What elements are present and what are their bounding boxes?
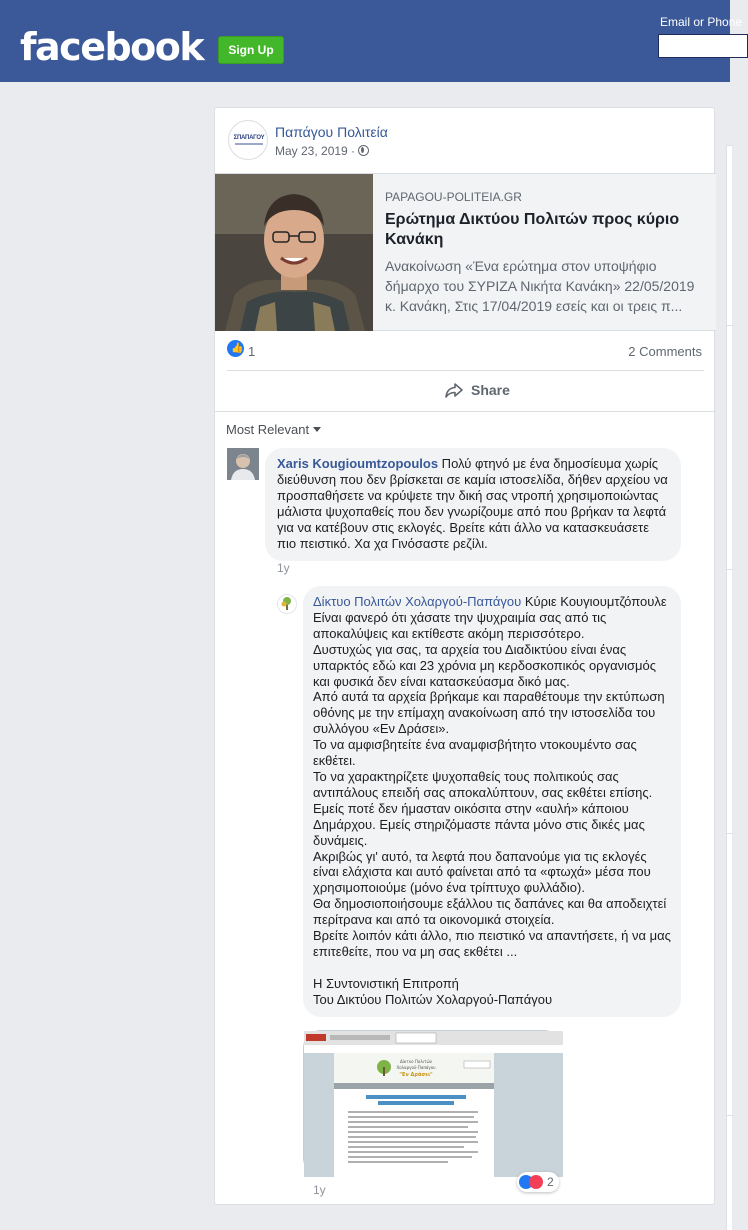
caret-down-icon xyxy=(313,427,321,432)
share-icon xyxy=(445,383,463,399)
svg-text:Δίκτυο Πολιτών: Δίκτυο Πολιτών xyxy=(399,1059,433,1064)
share-button[interactable]: Share xyxy=(471,382,510,398)
divider xyxy=(227,370,704,371)
link-preview-image xyxy=(215,174,373,331)
comment-text: Πολύ φτηνό με ένα δημοσίευμα χωρίς διεύθυνση που δεν βρίσκεται σε καμία ιστοσελίδα, δήθεν αρχείου να προσπαθήσετε να κρύψετε την δική σας ντροπή χρησιμοποιώντας μάλιστα ψυχοπαθείς που δεν γνωρίζουμε από που βρήκαν τα λεφτά για να κατέβουν στις εκλογές. Βρείτε κάτι άλλο να κατασκευάσετε πιο πειστικό. Χα χα Γινόσαστε ρεζίλι. xyxy=(277,456,672,551)
divider xyxy=(215,411,716,412)
email-field[interactable] xyxy=(658,34,748,58)
reply-attached-screenshot[interactable] xyxy=(303,1030,562,1176)
comment-sort-dropdown[interactable] xyxy=(226,422,321,437)
top-bar xyxy=(0,0,743,82)
sort-label: Most Relevant xyxy=(226,422,310,437)
link-description: Ανακοίνωση «Ένα ερώτημα στον υποψήφιο δήμαρχο του ΣΥΡΙΖΑ Νικήτα Κανάκη» 22/05/2019 κ. Κανάκη, Στις 17/04/2019 εσείς και οι τρεις π... xyxy=(385,258,695,314)
comments-count-link[interactable]: 2 Comments xyxy=(628,344,702,359)
link-domain: PAPAGOU-POLITEIA.GR xyxy=(385,190,522,204)
commenter-avatar[interactable] xyxy=(227,448,259,480)
email-label: Email or Phone xyxy=(660,15,743,29)
right-column-edge xyxy=(726,145,732,1230)
reply-text: Κύριε Κουγιουμτζόπουλε Είναι φανερό ότι χάσατε την ψυχραιμία σας από τις αποκαλύψεις και εκτίθεστε ακόμη περισσότερο. Δυστυχώς για σας, τα αρχεία του Διαδικτύου είναι ένας υπαρκτός εδώ και 23 χρόνια μη κερδοσκοπικός οργανισμός και φυσικά δεν είναι κατασκεύασμα δικό μας. Από αυτά τα αρχεία βρήκαμε και παραθέτουμε την εκτύπωση οθόνης με την επίμαχη ανακοίνωση από την ιστοσελίδα του συλλόγου «Εν Δράσει». Το να αμφισβητείτε ένα αναμφισβήτητο ντοκουμέντο σας εκθέτει. Το να χαρακτηρίζετε ψυχοπαθείς τους πολιτικούς σας αντιπάλους επειδή σας αποκαλύπτουν, σας εκθέτει επίσης. Εμείς ποτέ δεν ήμασταν οικόσιτα στην «αυλή» κάποιου Δημάρχου. Εμείς στηριζόμαστε πάντα μόνο στις δικές μας δυνάμεις. Ακριβώς γι' αυτό, τα λεφτά που δαπανούμε για τις εκλογές είναι ελάχιστα και αυτό φαίνεται από τα «φτωχά» μέσα που χρησιμοποιούμε (μόνο ένα τρίπτυχο φυλλάδιο). Θα δημοσιοποιήσουμε εξάλλου τις δαπάνες και θα αποδειχτεί περίτρανα και από τα οικονομικά στοιχεία. Βρείτε λοιπόν κάτι άλλο, πιο πειστικό να απαντήσετε, ή να μας επιτεθείτε, που να μη σας εκθέτει ... Η Συντονιστική Επιτροπή Του Δικτύου Πολιτών Χολαργού-Παπάγου xyxy=(313,594,671,1007)
comment-author-link[interactable]: Xaris Kougioumtzopoulos xyxy=(277,456,439,471)
link-preview[interactable] xyxy=(215,173,716,331)
post-date-text: May 23, 2019 · xyxy=(275,144,356,158)
like-reaction-icon[interactable]: 👍 xyxy=(227,340,244,357)
reaction-count[interactable]: 1 xyxy=(248,344,256,359)
link-preview-body xyxy=(385,190,703,316)
reply-reaction-count: 2 xyxy=(547,1175,554,1189)
comment-timestamp[interactable]: 1y xyxy=(277,561,290,575)
page-logo-text: ΣΠΑΠΑΓΟΥ xyxy=(233,135,265,141)
post-card xyxy=(214,107,715,1205)
screenshot-caption: "Εν Δράσει" xyxy=(399,1072,433,1078)
post-timestamp[interactable] xyxy=(275,144,369,158)
page-avatar[interactable] xyxy=(228,120,268,160)
reply-reactions[interactable] xyxy=(517,1172,559,1192)
signup-button[interactable]: Sign Up xyxy=(218,36,284,64)
page-name-link[interactable]: Παπάγου Πολιτεία xyxy=(275,124,388,140)
reply-timestamp[interactable]: 1y xyxy=(313,1183,326,1197)
globe-icon xyxy=(358,145,369,156)
link-title[interactable]: Ερώτημα Δικτύου Πολιτών προς κύριο Κανάκη xyxy=(385,211,680,248)
svg-text:Χολαργού-Παπάγου: Χολαργού-Παπάγου xyxy=(396,1065,436,1070)
reply-author-link[interactable]: Δίκτυο Πολιτών Χολαργού-Παπάγου xyxy=(313,594,522,609)
love-icon xyxy=(529,1175,543,1189)
reply-avatar[interactable] xyxy=(277,594,297,614)
comment-bubble xyxy=(265,448,681,561)
facebook-logo[interactable]: facebook xyxy=(20,25,204,69)
reply-bubble xyxy=(303,586,681,1017)
